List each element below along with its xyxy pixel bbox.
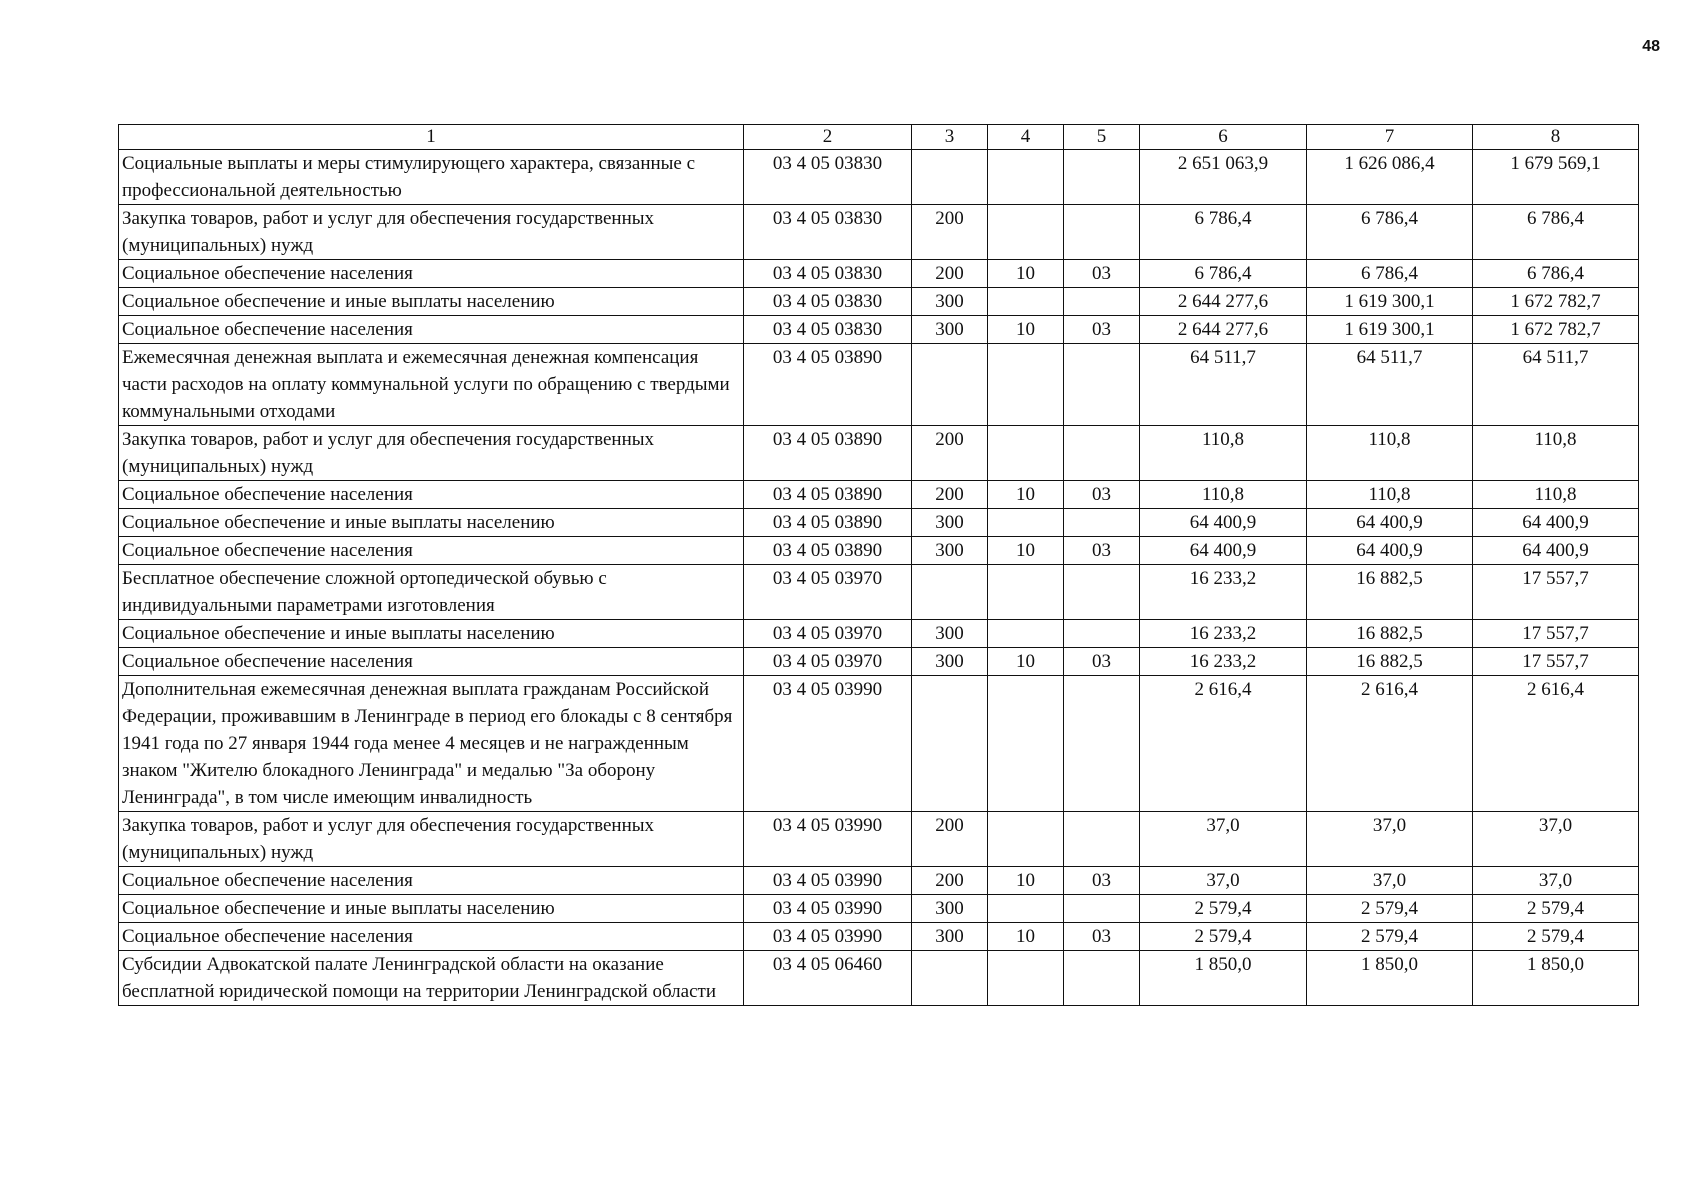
table-row xyxy=(119,951,1639,1006)
table-row xyxy=(119,260,1639,288)
row-value-8: 1 679 569,1 xyxy=(1473,150,1639,205)
row-col5 xyxy=(1064,344,1140,426)
row-value-7: 2 579,4 xyxy=(1307,895,1473,923)
row-value-7: 37,0 xyxy=(1307,812,1473,867)
table-row xyxy=(119,812,1639,867)
row-code: 03 4 05 03970 xyxy=(744,565,912,620)
row-value-7: 6 786,4 xyxy=(1307,260,1473,288)
row-value-6: 110,8 xyxy=(1140,426,1307,481)
row-value-8: 6 786,4 xyxy=(1473,260,1639,288)
row-value-6: 16 233,2 xyxy=(1140,648,1307,676)
row-name: Социальное обеспечение населения xyxy=(119,316,744,344)
row-col3: 300 xyxy=(912,620,988,648)
row-code: 03 4 05 03830 xyxy=(744,205,912,260)
row-value-8: 2 579,4 xyxy=(1473,923,1639,951)
row-value-7: 64 400,9 xyxy=(1307,509,1473,537)
table-row xyxy=(119,288,1639,316)
row-col5 xyxy=(1064,620,1140,648)
row-name: Закупка товаров, работ и услуг для обеспечения государственных (муниципальных) нужд xyxy=(119,812,744,867)
row-value-6: 2 651 063,9 xyxy=(1140,150,1307,205)
row-value-8: 110,8 xyxy=(1473,481,1639,509)
row-col5 xyxy=(1064,812,1140,867)
header-row xyxy=(119,125,1639,150)
row-value-7: 64 400,9 xyxy=(1307,537,1473,565)
row-col3: 200 xyxy=(912,426,988,481)
row-col3 xyxy=(912,150,988,205)
row-name: Дополнительная ежемесячная денежная выплата гражданам Российской Федерации, проживавшим в Ленинграде в период его блокады с 8 сентября 1941 года по 27 января 1944 года менее 4 месяцев и не награжденным знаком "Жителю блокадного Ленинграда" и медалью "За оборону Ленинграда", в том числе имеющим инвалидность xyxy=(119,676,744,812)
row-col3: 200 xyxy=(912,867,988,895)
row-col3: 300 xyxy=(912,537,988,565)
row-value-6: 37,0 xyxy=(1140,812,1307,867)
row-value-8: 64 511,7 xyxy=(1473,344,1639,426)
row-code: 03 4 05 03830 xyxy=(744,316,912,344)
row-col3: 300 xyxy=(912,923,988,951)
row-col5 xyxy=(1064,895,1140,923)
row-value-6: 2 616,4 xyxy=(1140,676,1307,812)
table-row xyxy=(119,867,1639,895)
row-col5 xyxy=(1064,676,1140,812)
row-value-7: 6 786,4 xyxy=(1307,205,1473,260)
row-value-7: 110,8 xyxy=(1307,426,1473,481)
row-value-8: 1 850,0 xyxy=(1473,951,1639,1006)
row-col3: 200 xyxy=(912,260,988,288)
row-value-6: 16 233,2 xyxy=(1140,565,1307,620)
row-code: 03 4 05 03890 xyxy=(744,481,912,509)
row-value-8: 1 672 782,7 xyxy=(1473,288,1639,316)
row-value-7: 16 882,5 xyxy=(1307,648,1473,676)
row-col3: 300 xyxy=(912,895,988,923)
row-col3: 300 xyxy=(912,288,988,316)
table-body xyxy=(119,150,1639,1006)
row-col3: 200 xyxy=(912,481,988,509)
row-col4 xyxy=(988,344,1064,426)
row-value-6: 64 400,9 xyxy=(1140,537,1307,565)
row-value-7: 1 619 300,1 xyxy=(1307,288,1473,316)
row-col5: 03 xyxy=(1064,867,1140,895)
row-col5 xyxy=(1064,951,1140,1006)
row-value-8: 17 557,7 xyxy=(1473,565,1639,620)
row-value-6: 1 850,0 xyxy=(1140,951,1307,1006)
row-value-7: 1 619 300,1 xyxy=(1307,316,1473,344)
table-row xyxy=(119,205,1639,260)
table-row xyxy=(119,648,1639,676)
row-name: Закупка товаров, работ и услуг для обеспечения государственных (муниципальных) нужд xyxy=(119,205,744,260)
row-name: Социальное обеспечение и иные выплаты населению xyxy=(119,288,744,316)
row-value-6: 6 786,4 xyxy=(1140,205,1307,260)
row-value-7: 110,8 xyxy=(1307,481,1473,509)
row-value-8: 17 557,7 xyxy=(1473,620,1639,648)
row-col4: 10 xyxy=(988,316,1064,344)
row-col3: 300 xyxy=(912,316,988,344)
row-name: Социальное обеспечение населения xyxy=(119,867,744,895)
row-value-6: 64 400,9 xyxy=(1140,509,1307,537)
row-code: 03 4 05 03890 xyxy=(744,509,912,537)
row-col4 xyxy=(988,620,1064,648)
row-col4: 10 xyxy=(988,923,1064,951)
column-header-6: 6 xyxy=(1140,125,1307,150)
budget-table xyxy=(118,124,1639,1006)
row-col5 xyxy=(1064,205,1140,260)
row-col3 xyxy=(912,951,988,1006)
row-code: 03 4 05 03990 xyxy=(744,923,912,951)
table-row xyxy=(119,620,1639,648)
row-col5: 03 xyxy=(1064,537,1140,565)
row-value-6: 2 579,4 xyxy=(1140,923,1307,951)
row-col3: 200 xyxy=(912,812,988,867)
row-name: Ежемесячная денежная выплата и ежемесячная денежная компенсация части расходов на оплату коммунальной услуги по обращению с твердыми коммунальными отходами xyxy=(119,344,744,426)
row-value-7: 1 626 086,4 xyxy=(1307,150,1473,205)
row-col5 xyxy=(1064,288,1140,316)
row-code: 03 4 05 03990 xyxy=(744,895,912,923)
row-name: Социальное обеспечение населения xyxy=(119,648,744,676)
row-col4 xyxy=(988,895,1064,923)
row-value-7: 37,0 xyxy=(1307,867,1473,895)
table-row xyxy=(119,316,1639,344)
row-code: 03 4 05 03990 xyxy=(744,676,912,812)
table-row xyxy=(119,344,1639,426)
row-value-7: 64 511,7 xyxy=(1307,344,1473,426)
column-header-4: 4 xyxy=(988,125,1064,150)
row-code: 03 4 05 06460 xyxy=(744,951,912,1006)
table-row xyxy=(119,895,1639,923)
row-name: Социальные выплаты и меры стимулирующего характера, связанные с профессиональной деятельностью xyxy=(119,150,744,205)
row-col5: 03 xyxy=(1064,648,1140,676)
row-col5 xyxy=(1064,426,1140,481)
row-value-6: 2 644 277,6 xyxy=(1140,288,1307,316)
table-row xyxy=(119,676,1639,812)
row-code: 03 4 05 03830 xyxy=(744,288,912,316)
row-col3: 200 xyxy=(912,205,988,260)
row-code: 03 4 05 03830 xyxy=(744,150,912,205)
table-row xyxy=(119,537,1639,565)
row-value-8: 17 557,7 xyxy=(1473,648,1639,676)
row-value-6: 110,8 xyxy=(1140,481,1307,509)
row-col5: 03 xyxy=(1064,923,1140,951)
row-name: Социальное обеспечение населения xyxy=(119,260,744,288)
row-value-8: 2 579,4 xyxy=(1473,895,1639,923)
row-value-6: 16 233,2 xyxy=(1140,620,1307,648)
row-name: Закупка товаров, работ и услуг для обеспечения государственных (муниципальных) нужд xyxy=(119,426,744,481)
row-value-8: 110,8 xyxy=(1473,426,1639,481)
column-header-3: 3 xyxy=(912,125,988,150)
row-value-6: 37,0 xyxy=(1140,867,1307,895)
row-col4 xyxy=(988,509,1064,537)
row-name: Социальное обеспечение населения xyxy=(119,481,744,509)
row-col4 xyxy=(988,426,1064,481)
row-code: 03 4 05 03970 xyxy=(744,648,912,676)
column-header-2: 2 xyxy=(744,125,912,150)
table-row xyxy=(119,565,1639,620)
table-row xyxy=(119,481,1639,509)
row-code: 03 4 05 03830 xyxy=(744,260,912,288)
row-col5 xyxy=(1064,150,1140,205)
row-col3: 300 xyxy=(912,509,988,537)
row-code: 03 4 05 03890 xyxy=(744,537,912,565)
row-value-8: 64 400,9 xyxy=(1473,537,1639,565)
row-col5: 03 xyxy=(1064,260,1140,288)
row-col3: 300 xyxy=(912,648,988,676)
row-col4 xyxy=(988,205,1064,260)
row-name: Социальное обеспечение и иные выплаты населению xyxy=(119,509,744,537)
row-value-6: 64 511,7 xyxy=(1140,344,1307,426)
table-row xyxy=(119,426,1639,481)
row-code: 03 4 05 03890 xyxy=(744,426,912,481)
row-value-7: 2 616,4 xyxy=(1307,676,1473,812)
row-col4: 10 xyxy=(988,260,1064,288)
row-col5: 03 xyxy=(1064,481,1140,509)
row-code: 03 4 05 03990 xyxy=(744,867,912,895)
table-row xyxy=(119,923,1639,951)
row-col4 xyxy=(988,565,1064,620)
row-name: Субсидии Адвокатской палате Ленинградской области на оказание бесплатной юридической помощи на территории Ленинградской области xyxy=(119,951,744,1006)
row-col4: 10 xyxy=(988,867,1064,895)
row-col5 xyxy=(1064,509,1140,537)
column-header-7: 7 xyxy=(1307,125,1473,150)
row-col3 xyxy=(912,676,988,812)
row-value-8: 37,0 xyxy=(1473,867,1639,895)
row-name: Социальное обеспечение населения xyxy=(119,923,744,951)
row-value-8: 37,0 xyxy=(1473,812,1639,867)
row-col4 xyxy=(988,288,1064,316)
row-value-8: 2 616,4 xyxy=(1473,676,1639,812)
row-col4: 10 xyxy=(988,648,1064,676)
row-value-7: 16 882,5 xyxy=(1307,565,1473,620)
column-header-1: 1 xyxy=(119,125,744,150)
row-value-6: 2 579,4 xyxy=(1140,895,1307,923)
column-header-8: 8 xyxy=(1473,125,1639,150)
row-value-7: 1 850,0 xyxy=(1307,951,1473,1006)
row-value-8: 1 672 782,7 xyxy=(1473,316,1639,344)
row-col5: 03 xyxy=(1064,316,1140,344)
row-code: 03 4 05 03890 xyxy=(744,344,912,426)
table-row xyxy=(119,509,1639,537)
row-code: 03 4 05 03970 xyxy=(744,620,912,648)
row-col4: 10 xyxy=(988,537,1064,565)
row-col3 xyxy=(912,344,988,426)
page-number: 48 xyxy=(1642,38,1660,55)
row-name: Социальное обеспечение населения xyxy=(119,537,744,565)
row-value-7: 16 882,5 xyxy=(1307,620,1473,648)
row-col4: 10 xyxy=(988,481,1064,509)
row-col4 xyxy=(988,676,1064,812)
row-value-6: 6 786,4 xyxy=(1140,260,1307,288)
row-value-8: 6 786,4 xyxy=(1473,205,1639,260)
row-value-6: 2 644 277,6 xyxy=(1140,316,1307,344)
table-row xyxy=(119,150,1639,205)
row-col4 xyxy=(988,951,1064,1006)
column-header-5: 5 xyxy=(1064,125,1140,150)
row-value-8: 64 400,9 xyxy=(1473,509,1639,537)
row-code: 03 4 05 03990 xyxy=(744,812,912,867)
row-value-7: 2 579,4 xyxy=(1307,923,1473,951)
row-name: Социальное обеспечение и иные выплаты населению xyxy=(119,895,744,923)
row-name: Бесплатное обеспечение сложной ортопедической обувью с индивидуальными параметрами изготовления xyxy=(119,565,744,620)
row-col4 xyxy=(988,812,1064,867)
row-col3 xyxy=(912,565,988,620)
row-col4 xyxy=(988,150,1064,205)
row-name: Социальное обеспечение и иные выплаты населению xyxy=(119,620,744,648)
row-col5 xyxy=(1064,565,1140,620)
